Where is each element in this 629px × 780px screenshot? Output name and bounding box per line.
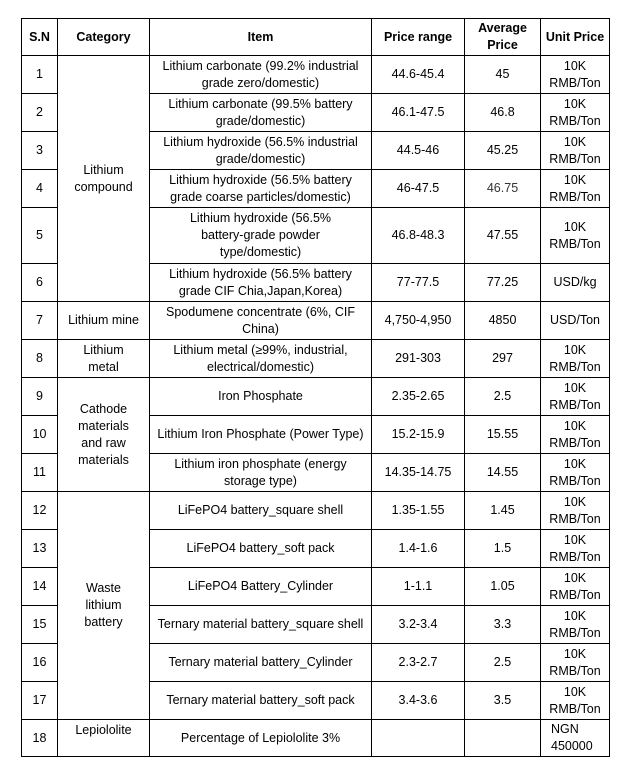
cell-average-price: 297 [465,340,541,378]
cell-sn: 11 [22,454,58,492]
header-sn: S.N [22,19,58,56]
cell-average-price: 47.55 [465,208,541,264]
table-row [22,492,610,530]
cell-price-range: 44.5-46 [372,132,465,170]
cell-sn: 5 [22,208,58,264]
cell-item: LiFePO4 battery_square shell [150,492,372,530]
cell-price-range: 291-303 [372,340,465,378]
cell-average-price: 2.5 [465,644,541,682]
cell-item: LiFePO4 Battery_Cylinder [150,568,372,606]
cell-price-range [372,720,465,757]
cell-sn: 6 [22,264,58,302]
cell-average-price: 4850 [465,302,541,340]
cell-unit-price: 10K RMB/Ton [541,416,610,454]
cell-average-price: 14.55 [465,454,541,492]
cell-average-price: 45 [465,56,541,94]
table-row [22,340,610,378]
cell-unit-price: 10K RMB/Ton [541,644,610,682]
table-row [22,378,610,416]
cell-sn: 3 [22,132,58,170]
cell-item: Lithium carbonate (99.5% battery grade/domestic) [150,94,372,132]
cell-sn: 9 [22,378,58,416]
cell-unit-price: 10K RMB/Ton [541,682,610,720]
cell-item: Lithium Iron Phosphate (Power Type) [150,416,372,454]
cell-sn: 15 [22,606,58,644]
cell-average-price: 1.05 [465,568,541,606]
header-category: Category [58,19,150,56]
cell-unit-price: 10K RMB/Ton [541,492,610,530]
cell-price-range: 1.4-1.6 [372,530,465,568]
cell-sn: 13 [22,530,58,568]
cell-average-price: 77.25 [465,264,541,302]
cell-unit-price: 10K RMB/Ton [541,606,610,644]
header-unit-price: Unit Price [541,19,610,56]
cell-unit-price: 10K RMB/Ton [541,378,610,416]
cell-item: Lithium hydroxide (56.5% battery grade coarse particles/domestic) [150,170,372,208]
cell-unit-price: 10K RMB/Ton [541,208,610,264]
cell-item: Lithium carbonate (99.2% industrial grade zero/domestic) [150,56,372,94]
cell-price-range: 2.3-2.7 [372,644,465,682]
cell-item: Lithium hydroxide (56.5% industrial grade/domestic) [150,132,372,170]
cell-price-range: 46.8-48.3 [372,208,465,264]
cell-unit-price: 10K RMB/Ton [541,454,610,492]
cell-sn: 8 [22,340,58,378]
cell-item: Spodumene concentrate (6%, CIF China) [150,302,372,340]
cell-sn: 10 [22,416,58,454]
table-row [22,720,610,757]
table-row [22,302,610,340]
cell-item: Iron Phosphate [150,378,372,416]
cell-item: Ternary material battery_Cylinder [150,644,372,682]
cell-price-range: 14.35-14.75 [372,454,465,492]
cell-average-price: 15.55 [465,416,541,454]
cell-sn: 4 [22,170,58,208]
cell-item: LiFePO4 battery_soft pack [150,530,372,568]
cell-unit-price: NGN 450000 [541,720,610,757]
cell-sn: 14 [22,568,58,606]
cell-unit-price: 10K RMB/Ton [541,94,610,132]
cell-price-range: 15.2-15.9 [372,416,465,454]
cell-item: Ternary material battery_square shell [150,606,372,644]
cell-item: Lithium iron phosphate (energy storage type) [150,454,372,492]
cell-item: Lithium hydroxide (56.5% battery grade CIF Chia,Japan,Korea) [150,264,372,302]
cell-price-range: 44.6-45.4 [372,56,465,94]
header-item: Item [150,19,372,56]
cell-sn: 12 [22,492,58,530]
cell-unit-price: 10K RMB/Ton [541,530,610,568]
cell-average-price: 1.45 [465,492,541,530]
category-lithium-metal: Lithium metal [58,340,150,378]
cell-unit-price: 10K RMB/Ton [541,340,610,378]
cell-average-price: 46.8 [465,94,541,132]
cell-average-price: 3.5 [465,682,541,720]
cell-average-price: 45.25 [465,132,541,170]
category-cathode-materials: Cathode materials and raw materials [58,378,150,492]
cell-item: Ternary material battery_soft pack [150,682,372,720]
cell-sn: 18 [22,720,58,757]
price-table [21,18,610,757]
category-lithium-compound: Lithium compound [58,56,150,302]
cell-price-range: 3.2-3.4 [372,606,465,644]
category-lepiololite: Lepiololite [58,720,150,757]
category-waste-lithium-battery: Waste lithium battery [58,492,150,720]
cell-price-range: 46.1-47.5 [372,94,465,132]
cell-item: Percentage of Lepiololite 3% [150,720,372,757]
cell-price-range: 2.35-2.65 [372,378,465,416]
cell-unit-price: 10K RMB/Ton [541,56,610,94]
cell-sn: 7 [22,302,58,340]
cell-price-range: 1.35-1.55 [372,492,465,530]
cell-item: Lithium metal (≥99%, industrial, electrical/domestic) [150,340,372,378]
cell-average-price: 1.5 [465,530,541,568]
cell-price-range: 77-77.5 [372,264,465,302]
header-price-range: Price range [372,19,465,56]
cell-sn: 1 [22,56,58,94]
cell-unit-price: USD/kg [541,264,610,302]
cell-sn: 16 [22,644,58,682]
cell-sn: 2 [22,94,58,132]
cell-average-price: 46.75 [465,170,541,208]
cell-average-price: 3.3 [465,606,541,644]
header-average-price: Average Price [465,19,541,56]
cell-price-range: 3.4-3.6 [372,682,465,720]
cell-sn: 17 [22,682,58,720]
category-lithium-mine: Lithium mine [58,302,150,340]
cell-unit-price: 10K RMB/Ton [541,170,610,208]
cell-average-price [465,720,541,757]
cell-unit-price: 10K RMB/Ton [541,132,610,170]
cell-unit-price: 10K RMB/Ton [541,568,610,606]
cell-average-price: 2.5 [465,378,541,416]
cell-price-range: 46-47.5 [372,170,465,208]
header-row [22,19,610,56]
cell-item: Lithium hydroxide (56.5% battery-grade powder type/domestic) [150,208,372,264]
cell-unit-price: USD/Ton [541,302,610,340]
cell-price-range: 1-1.1 [372,568,465,606]
cell-price-range: 4,750-4,950 [372,302,465,340]
table-row [22,56,610,94]
